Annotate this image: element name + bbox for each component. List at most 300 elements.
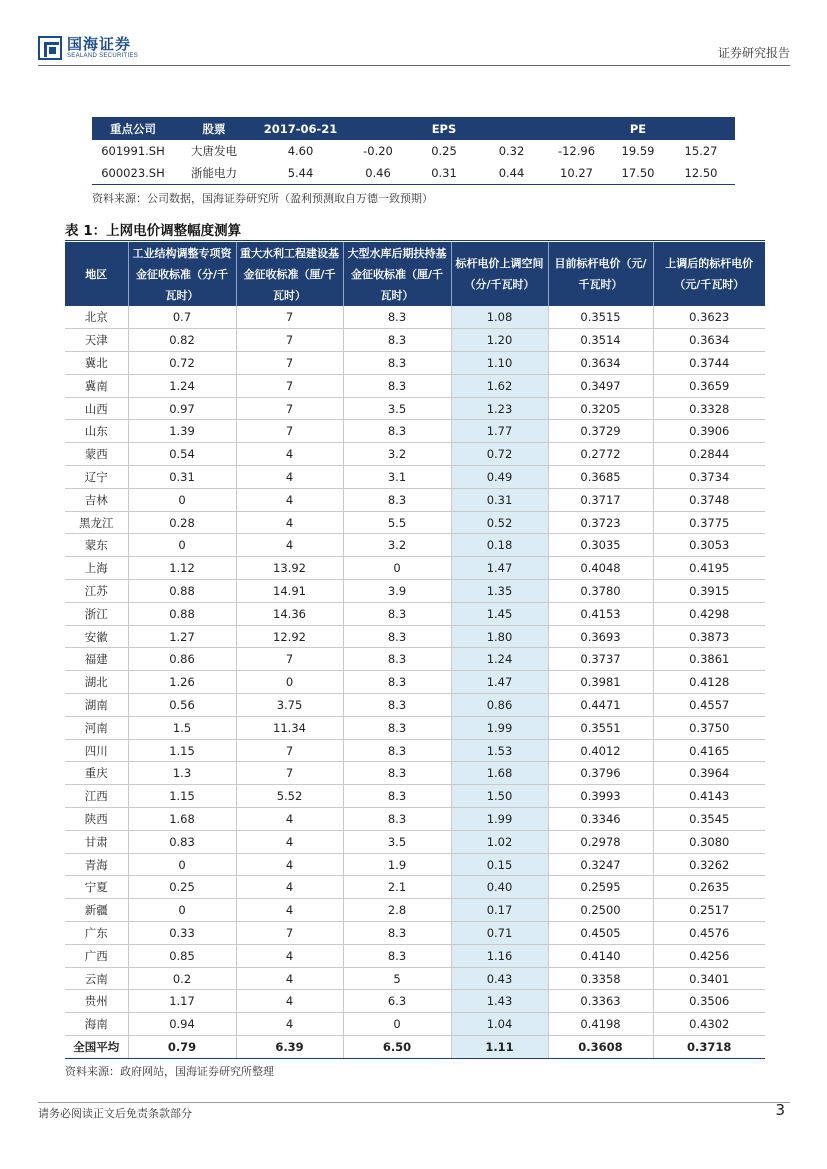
key-companies-row	[92, 140, 735, 162]
region-cell: 安徽	[65, 625, 128, 648]
key-companies-header-cell	[667, 117, 735, 140]
table-cell: 0.3634	[653, 329, 765, 352]
table-cell: 0.94	[128, 1013, 236, 1036]
table-cell: 4	[236, 899, 343, 922]
table-cell: 0.2595	[548, 876, 653, 899]
table-header-cell: 标杆电价上调空间（分/千瓦时）	[451, 242, 548, 306]
region-cell: 河南	[65, 716, 128, 739]
table-cell: 5.5	[343, 511, 451, 534]
table-cell: 4	[236, 944, 343, 967]
table-header-cell: 工业结构调整专项资金征收标准（分/千瓦时）	[128, 242, 236, 306]
table-cell: 4	[236, 466, 343, 489]
table-row	[65, 853, 765, 876]
table-cell: 1.35	[451, 580, 548, 603]
table-cell: 4	[236, 443, 343, 466]
table-cell: 0.3873	[653, 625, 765, 648]
table-cell: 5	[343, 967, 451, 990]
table-cell: 0.97	[128, 397, 236, 420]
table-cell: 0.3685	[548, 466, 653, 489]
key-companies-cell: 5.44	[254, 162, 347, 184]
table-cell: 0.3514	[548, 329, 653, 352]
table-cell: 0.72	[451, 443, 548, 466]
table-cell: 0.4576	[653, 922, 765, 945]
table-cell: 0.15	[451, 853, 548, 876]
table-cell: 0.2517	[653, 899, 765, 922]
table-row	[65, 648, 765, 671]
table-cell: 7	[236, 762, 343, 785]
table-cell: 13.92	[236, 557, 343, 580]
key-companies-cell: 0.44	[479, 162, 544, 184]
key-companies-source: 资料来源：公司数据，国海证券研究所（盈利预测取自万德一致预期）	[92, 192, 433, 205]
key-companies-header-cell	[544, 117, 609, 140]
logo-cn-text: 国海证券	[67, 35, 132, 53]
table-cell: 0.31	[451, 488, 548, 511]
key-companies-cell: 0.32	[498, 144, 525, 158]
table-cell: 0.2500	[548, 899, 653, 922]
table-cell: 0.3363	[548, 990, 653, 1013]
table-cell: 0.4557	[653, 694, 765, 717]
table-cell: 1.62	[451, 374, 548, 397]
table-cell: 0.4140	[548, 944, 653, 967]
table-cell: 14.36	[236, 602, 343, 625]
table-cell: 0.3748	[653, 488, 765, 511]
price-adjustment-table	[65, 242, 765, 1059]
key-companies-cell: -12.96	[557, 144, 596, 158]
region-cell: 江西	[65, 785, 128, 808]
region-cell: 四川	[65, 739, 128, 762]
table-cell: 1.9	[343, 853, 451, 876]
key-companies-header-cell: EPS	[409, 117, 479, 140]
table-row	[65, 830, 765, 853]
table-cell: 8.3	[343, 694, 451, 717]
region-cell: 蒙东	[65, 534, 128, 557]
table-cell: 0.3723	[548, 511, 653, 534]
table-cell: 0.3964	[653, 762, 765, 785]
table-cell: 1.27	[128, 625, 236, 648]
table-cell: 0.3734	[653, 466, 765, 489]
key-companies-cell: -0.20	[363, 144, 393, 158]
region-cell: 浙江	[65, 602, 128, 625]
table-cell: 0.4143	[653, 785, 765, 808]
region-cell: 江苏	[65, 580, 128, 603]
table-row	[65, 488, 765, 511]
table-cell: 0.3796	[548, 762, 653, 785]
table-cell: 1.5	[128, 716, 236, 739]
report-type: 证券研究报告	[717, 46, 790, 60]
table-row	[65, 329, 765, 352]
key-companies-cell: 0.25	[431, 144, 457, 158]
table-row	[65, 762, 765, 785]
average-cell: 0.3718	[653, 1036, 765, 1059]
table-cell: 8.3	[343, 739, 451, 762]
key-companies-header-cell: PE	[609, 117, 667, 140]
key-companies-table	[92, 117, 735, 185]
region-cell: 海南	[65, 1013, 128, 1036]
table-cell: 0.86	[128, 648, 236, 671]
table-row	[65, 1013, 765, 1036]
table-cell: 0.7	[128, 306, 236, 329]
table-cell: 0.3080	[653, 830, 765, 853]
table-cell: 0	[343, 557, 451, 580]
table-row	[65, 466, 765, 489]
table-cell: 1.23	[451, 397, 548, 420]
table-cell: 7	[236, 922, 343, 945]
average-cell: 全国平均	[65, 1036, 128, 1059]
average-cell: 0.3608	[548, 1036, 653, 1059]
table-cell: 1.02	[451, 830, 548, 853]
table-cell: 0.25	[128, 876, 236, 899]
table-cell: 1.3	[128, 762, 236, 785]
region-cell: 黑龙江	[65, 511, 128, 534]
table-cell: 0.85	[128, 944, 236, 967]
table-cell: 1.10	[451, 352, 548, 375]
table-row	[65, 876, 765, 899]
region-cell: 福建	[65, 648, 128, 671]
key-companies-cell: 15.27	[684, 144, 718, 158]
table-cell: 0.4128	[653, 671, 765, 694]
table-cell: 0.52	[451, 511, 548, 534]
table-cell: 8.3	[343, 374, 451, 397]
table-cell: 3.9	[343, 580, 451, 603]
region-cell: 青海	[65, 853, 128, 876]
table-header-cell: 上调后的标杆电价（元/千瓦时）	[653, 242, 765, 306]
table-cell: 1.68	[451, 762, 548, 785]
table-cell: 0.3262	[653, 853, 765, 876]
table-row	[65, 397, 765, 420]
table-cell: 0.3346	[548, 808, 653, 831]
table-cell: 2.1	[343, 876, 451, 899]
table-cell: 1.80	[451, 625, 548, 648]
table-cell: 0.18	[451, 534, 548, 557]
table-row	[65, 306, 765, 329]
table-cell: 0.3861	[653, 648, 765, 671]
key-companies-cell: 4.60	[287, 144, 314, 158]
table-header-row	[65, 242, 765, 306]
table-cell: 0.2	[128, 967, 236, 990]
table-cell: 1.45	[451, 602, 548, 625]
table-cell: 1.12	[128, 557, 236, 580]
region-cell: 湖南	[65, 694, 128, 717]
table-cell: 1.53	[451, 739, 548, 762]
table-cell: 7	[236, 374, 343, 397]
region-cell: 山西	[65, 397, 128, 420]
table-cell: 0.3247	[548, 853, 653, 876]
table-row	[65, 374, 765, 397]
table-row	[65, 602, 765, 625]
table-row	[65, 944, 765, 967]
region-cell: 重庆	[65, 762, 128, 785]
table-cell: 14.91	[236, 580, 343, 603]
table-cell: 0.2772	[548, 443, 653, 466]
average-cell: 6.50	[343, 1036, 451, 1059]
table-row	[65, 671, 765, 694]
table-cell: 0.4471	[548, 694, 653, 717]
table-cell: 0.82	[128, 329, 236, 352]
table-cell: 4	[236, 808, 343, 831]
table-cell: 0.31	[128, 466, 236, 489]
table-cell: 7	[236, 306, 343, 329]
region-cell: 山东	[65, 420, 128, 443]
table-cell: 8.3	[343, 329, 451, 352]
table-cell: 0.3634	[548, 352, 653, 375]
table-row	[65, 716, 765, 739]
table-cell: 0	[128, 899, 236, 922]
table-cell: 0.3551	[548, 716, 653, 739]
table-cell: 0.3906	[653, 420, 765, 443]
table-cell: 1.24	[451, 648, 548, 671]
table-cell: 0.54	[128, 443, 236, 466]
key-companies-header-cell	[479, 117, 544, 140]
region-cell: 天津	[65, 329, 128, 352]
table-cell: 1.16	[451, 944, 548, 967]
table-title-rule	[65, 240, 765, 241]
table-row	[65, 899, 765, 922]
key-companies-cell: 大唐发电	[191, 144, 237, 158]
table-cell: 0.3545	[653, 808, 765, 831]
table-cell: 0.3693	[548, 625, 653, 648]
table-cell: 0.3981	[548, 671, 653, 694]
table-cell: 0.3780	[548, 580, 653, 603]
table-cell: 0.3053	[653, 534, 765, 557]
table-cell: 6.3	[343, 990, 451, 1013]
table-cell: 0.4298	[653, 602, 765, 625]
region-cell: 广东	[65, 922, 128, 945]
table-cell: 0.3744	[653, 352, 765, 375]
table-cell: 0.43	[451, 967, 548, 990]
page-number: 3	[775, 1101, 785, 1119]
table-source: 资料来源：政府网站，国海证券研究所整理	[65, 1065, 274, 1078]
table-title: 表 1：上网电价调整幅度测算	[65, 223, 242, 239]
table-cell: 0.4153	[548, 602, 653, 625]
key-companies-header-row	[92, 117, 735, 140]
table-cell: 0.3035	[548, 534, 653, 557]
table-cell: 0.3775	[653, 511, 765, 534]
table-cell: 0.3497	[548, 374, 653, 397]
region-cell: 北京	[65, 306, 128, 329]
table-cell: 0.4302	[653, 1013, 765, 1036]
table-cell: 0.4048	[548, 557, 653, 580]
region-cell: 新疆	[65, 899, 128, 922]
company-logo	[38, 36, 138, 60]
table-cell: 0.71	[451, 922, 548, 945]
table-cell: 3.5	[343, 830, 451, 853]
table-cell: 4	[236, 534, 343, 557]
page-header	[38, 30, 790, 66]
table-row	[65, 511, 765, 534]
region-cell: 宁夏	[65, 876, 128, 899]
table-cell: 0	[128, 534, 236, 557]
table-cell: 4	[236, 830, 343, 853]
table-header-cell: 地区	[65, 242, 128, 306]
table-cell: 0.2978	[548, 830, 653, 853]
table-cell: 0.4198	[548, 1013, 653, 1036]
footer-disclaimer: 请务必阅读正文后免责条款部分	[38, 1107, 192, 1120]
key-companies-cell: 600023.SH	[92, 162, 174, 184]
table-cell: 7	[236, 397, 343, 420]
table-row	[65, 352, 765, 375]
table-cell: 0.3401	[653, 967, 765, 990]
table-row	[65, 420, 765, 443]
table-cell: 4	[236, 511, 343, 534]
table-cell: 0	[343, 1013, 451, 1036]
region-cell: 蒙西	[65, 443, 128, 466]
table-cell: 4	[236, 876, 343, 899]
region-cell: 甘肃	[65, 830, 128, 853]
table-cell: 1.43	[451, 990, 548, 1013]
table-cell: 8.3	[343, 488, 451, 511]
table-cell: 1.99	[451, 808, 548, 831]
key-companies-cell: 601991.SH	[101, 144, 165, 158]
table-cell: 0.3358	[548, 967, 653, 990]
region-cell: 上海	[65, 557, 128, 580]
key-companies-cell: 19.59	[621, 144, 655, 158]
table-cell: 0.3729	[548, 420, 653, 443]
logo-mark-icon	[38, 36, 62, 60]
table-row	[65, 785, 765, 808]
key-companies-cell: 浙能电力	[174, 162, 254, 184]
table-cell: 2.8	[343, 899, 451, 922]
table-cell: 0.3750	[653, 716, 765, 739]
table-cell: 0.3205	[548, 397, 653, 420]
table-cell: 1.47	[451, 671, 548, 694]
table-cell: 0.3506	[653, 990, 765, 1013]
table-row	[65, 922, 765, 945]
region-cell: 辽宁	[65, 466, 128, 489]
region-cell: 湖北	[65, 671, 128, 694]
table-cell: 1.17	[128, 990, 236, 1013]
region-cell: 云南	[65, 967, 128, 990]
table-cell: 3.2	[343, 534, 451, 557]
table-cell: 1.99	[451, 716, 548, 739]
table-cell: 0	[128, 488, 236, 511]
table-cell: 0.3659	[653, 374, 765, 397]
table-row	[65, 990, 765, 1013]
table-cell: 8.3	[343, 625, 451, 648]
table-row	[65, 625, 765, 648]
table-cell: 0.88	[128, 580, 236, 603]
table-cell: 0.3915	[653, 580, 765, 603]
table-header-cell: 重大水利工程建设基金征收标准（厘/千瓦时）	[236, 242, 343, 306]
table-cell: 0.72	[128, 352, 236, 375]
table-cell: 8.3	[343, 648, 451, 671]
table-header-cell: 目前标杆电价（元/千瓦时）	[548, 242, 653, 306]
logo-en-text: SEALAND SECURITIES	[67, 53, 139, 59]
table-cell: 0.33	[128, 922, 236, 945]
table-cell: 7	[236, 352, 343, 375]
region-cell: 广西	[65, 944, 128, 967]
table-row	[65, 808, 765, 831]
table-cell: 7	[236, 739, 343, 762]
table-cell: 1.50	[451, 785, 548, 808]
table-cell: 0.3737	[548, 648, 653, 671]
table-row	[65, 580, 765, 603]
table-cell: 0.86	[451, 694, 548, 717]
region-cell: 贵州	[65, 990, 128, 1013]
table-cell: 8.3	[343, 808, 451, 831]
table-cell: 8.3	[343, 716, 451, 739]
table-cell: 3.2	[343, 443, 451, 466]
region-cell: 陕西	[65, 808, 128, 831]
key-companies-row	[92, 162, 735, 184]
table-cell: 8.3	[343, 785, 451, 808]
table-cell: 4	[236, 853, 343, 876]
table-cell: 4	[236, 967, 343, 990]
table-cell: 0.3515	[548, 306, 653, 329]
table-cell: 0.28	[128, 511, 236, 534]
table-cell: 1.15	[128, 785, 236, 808]
table-cell: 8.3	[343, 671, 451, 694]
table-cell: 3.1	[343, 466, 451, 489]
table-row	[65, 443, 765, 466]
table-cell: 1.47	[451, 557, 548, 580]
table-cell: 11.34	[236, 716, 343, 739]
table-cell: 8.3	[343, 922, 451, 945]
region-cell: 冀北	[65, 352, 128, 375]
table-cell: 3.5	[343, 397, 451, 420]
table-cell: 1.20	[451, 329, 548, 352]
table-cell: 8.3	[343, 306, 451, 329]
table-row	[65, 739, 765, 762]
average-cell: 1.11	[451, 1036, 548, 1059]
table-cell: 1.04	[451, 1013, 548, 1036]
key-companies-header-cell: 股票	[174, 117, 254, 140]
key-companies-cell: 12.50	[667, 162, 735, 184]
key-companies-cell: 10.27	[544, 162, 609, 184]
average-cell: 0.79	[128, 1036, 236, 1059]
table-cell: 5.52	[236, 785, 343, 808]
table-cell: 0.56	[128, 694, 236, 717]
table-row	[65, 694, 765, 717]
table-row	[65, 534, 765, 557]
table-cell: 0.83	[128, 830, 236, 853]
region-cell: 冀南	[65, 374, 128, 397]
table-cell: 4	[236, 990, 343, 1013]
table-cell: 0.2635	[653, 876, 765, 899]
table-cell: 0.49	[451, 466, 548, 489]
table-cell: 0	[236, 671, 343, 694]
key-companies-cell: 0.31	[409, 162, 479, 184]
table-cell: 0.17	[451, 899, 548, 922]
table-cell: 0	[128, 853, 236, 876]
national-average-row	[65, 1036, 765, 1059]
table-cell: 1.26	[128, 671, 236, 694]
table-cell: 0.3328	[653, 397, 765, 420]
table-cell: 1.08	[451, 306, 548, 329]
table-cell: 0.2844	[653, 443, 765, 466]
table-cell: 0.4012	[548, 739, 653, 762]
table-cell: 0.4165	[653, 739, 765, 762]
table-cell: 0.3717	[548, 488, 653, 511]
footer-divider	[38, 1102, 790, 1103]
region-cell: 吉林	[65, 488, 128, 511]
table-cell: 8.3	[343, 420, 451, 443]
table-cell: 4	[236, 1013, 343, 1036]
table-cell: 0.4505	[548, 922, 653, 945]
table-cell: 8.3	[343, 352, 451, 375]
table-cell: 1.15	[128, 739, 236, 762]
key-companies-header-cell	[347, 117, 409, 140]
table-cell: 3.75	[236, 694, 343, 717]
table-cell: 7	[236, 420, 343, 443]
table-cell: 8.3	[343, 602, 451, 625]
table-cell: 7	[236, 648, 343, 671]
table-cell: 0.3623	[653, 306, 765, 329]
key-companies-header-cell: 重点公司	[92, 117, 174, 140]
table-cell: 8.3	[343, 762, 451, 785]
table-cell: 0.4195	[653, 557, 765, 580]
table-cell: 1.39	[128, 420, 236, 443]
table-cell: 0.3993	[548, 785, 653, 808]
